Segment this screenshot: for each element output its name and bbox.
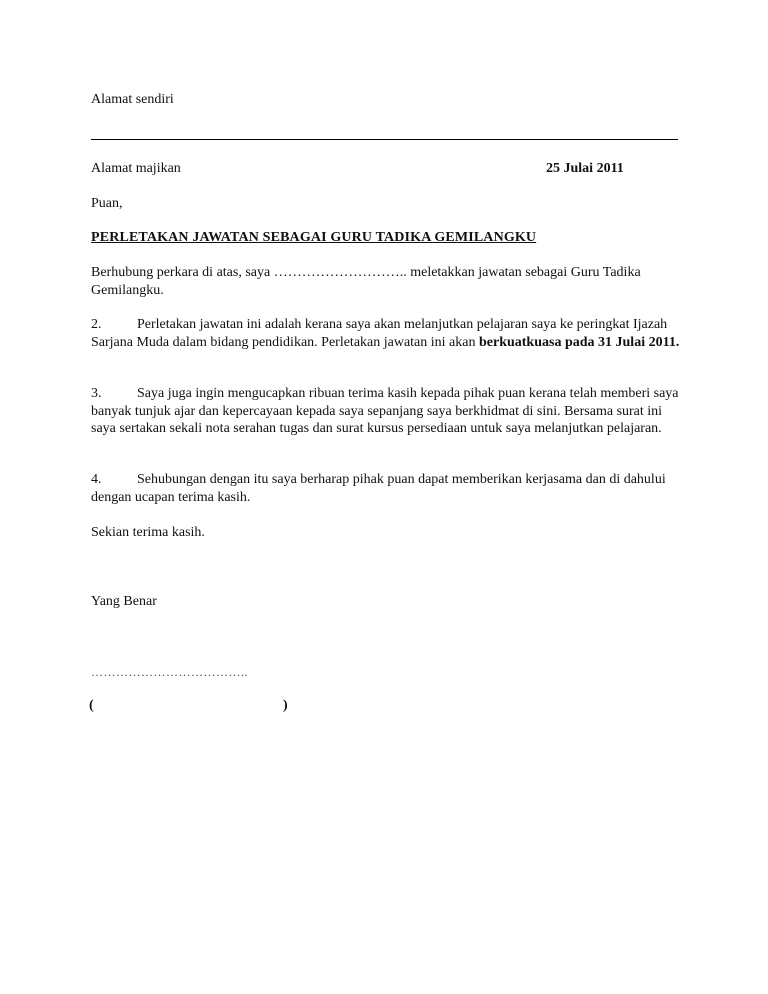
effective-date-text: berkuatkuasa pada 31 Julai 2011. (478, 334, 680, 350)
employer-address: Alamat majikan (91, 161, 181, 176)
paragraph-3 (91, 385, 681, 438)
name-bracket-open: ( (89, 698, 94, 713)
signature-line: ……………………………….. (91, 665, 248, 679)
closing-line: Sekian terima kasih. (91, 525, 205, 540)
paragraph-2 (91, 316, 681, 351)
sign-off: Yang Benar (91, 594, 157, 609)
paragraph-number: 3. (91, 386, 102, 401)
divider-line (91, 139, 678, 140)
sender-address: Alamat sendiri (91, 92, 174, 107)
paragraph-text: Sehubungan dengan itu saya berharap pihak puan dapat memberikan kerjasama dan di dahului dengan ucapan terima kasih. (91, 472, 666, 505)
letter-subject: PERLETAKAN JAWATAN SEBAGAI GURU TADIKA GEMILANGKU (91, 230, 537, 245)
paragraph-number: 4. (91, 472, 102, 487)
salutation: Puan, (91, 196, 123, 211)
paragraph-1: Berhubung perkara di atas, saya ……………………….. meletakkan jawatan sebagai Guru Tadika Gemilangku. (91, 265, 641, 298)
name-bracket-close: ) (283, 698, 288, 713)
paragraph-text: Saya juga ingin mengucapkan ribuan terima kasih kepada pihak puan kerana telah memberi saya banyak tunjuk ajar dan kepercayaan kepada saya sepanjang saya berkhidmat di sini. Bersama surat ini saya sertakan sekali nota serahan tugas dan surat kursus persediaan untuk saya melanjutkan pelajaran. (91, 386, 679, 436)
letter-date: 25 Julai 2011 (546, 161, 624, 176)
paragraph-text: Perletakan jawatan ini adalah kerana saya akan melanjutkan pelajaran saya ke peringkat Ijazah Sarjana Muda dalam bidang pendidikan. Perletakan jawatan ini akan (91, 317, 668, 350)
paragraph-4 (91, 471, 681, 506)
paragraph-number: 2. (91, 317, 102, 332)
